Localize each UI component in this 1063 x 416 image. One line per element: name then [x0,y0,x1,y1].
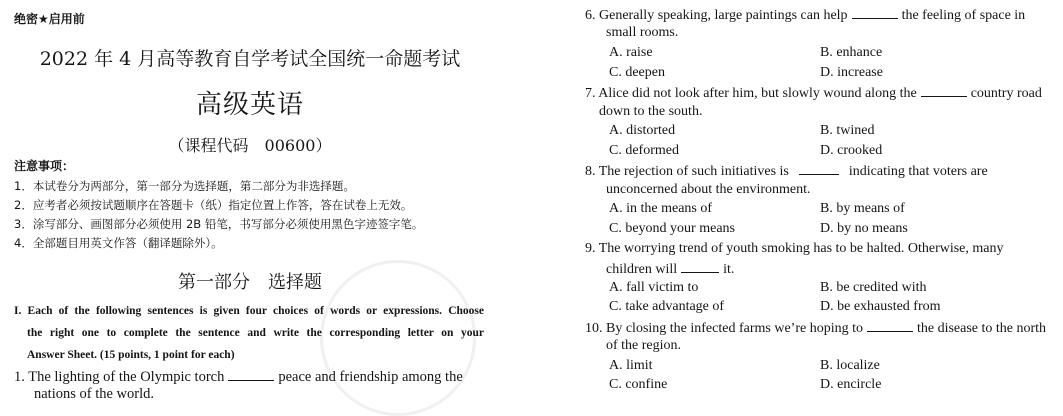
question-text: 7. Alice did not look after him, but slowly wound along the [585,86,917,101]
question-text: 6. Generally speaking, large paintings can help [585,8,848,23]
answer-blank [921,84,967,97]
part-title: 第一部分 选择题 [178,272,322,293]
option-b: B. enhance [820,45,883,60]
question-text: indicating that voters are [848,164,988,179]
course-code: （课程代码 00600） [168,136,332,155]
option-b: B. by means of [820,201,905,216]
question-text: nations of the world. [34,386,155,402]
option-d: D. encircle [820,377,882,392]
option-c: C. beyond your means [609,221,735,236]
question-text: 1. The lighting of the Olympic torch [14,369,225,385]
exam-title: 2022 年 4 月高等教育自学考试全国统一命题考试 [39,48,461,70]
option-a: A. fall victim to [609,280,699,295]
option-a: A. distorted [609,123,676,138]
option-c: C. deformed [609,143,679,158]
question-text: 10. By closing the infected farms we’re hoping to [585,321,863,336]
instruction-line: the right one to complete the sentence and write the corresponding letter on your [27,327,484,339]
question-10 [585,319,1055,337]
question-text: unconcerned about the environment. [606,182,811,197]
option-a: A. raise [609,45,653,60]
option-d: D. be exhausted from [820,299,941,314]
answer-blank [681,260,719,273]
question-9-line2 [606,260,734,278]
question-text: the disease to the north [916,321,1047,336]
option-b: B. localize [820,358,880,373]
question-text: children will [606,262,678,277]
notice-item: 2．应考者必须按试题顺序在答题卡（纸）指定位置上作答，答在试卷上无效。 [14,198,413,212]
option-a: A. limit [609,358,653,373]
question-text: small rooms. [606,25,679,40]
question-6 [585,6,1055,24]
notice-item: 1．本试卷分为两部分，第一部分为选择题，第二部分为非选择题。 [14,179,355,193]
instruction-line: Answer Sheet. (15 points, 1 point for each) [27,349,235,361]
confidential-mark: 绝密★启用前 [14,12,85,26]
question-text: of the region. [606,338,682,353]
question-text: 8. The rejection of such initiatives is [585,164,789,179]
answer-blank [228,368,274,381]
option-a: A. in the means of [609,201,713,216]
option-d: D. by no means [820,221,908,236]
answer-blank [867,319,913,332]
notice-item: 4．全部题目用英文作答（翻译题除外）。 [14,236,223,250]
question-text: the feeling of space in [901,8,1026,23]
instruction-line: I. Each of the following sentences is given four choices of words or expressions. Choose [14,305,484,317]
question-1 [14,368,463,386]
notice-item: 3．涂写部分、画图部分必须使用 2B 铅笔，书写部分必须使用黑色字迹签字笔。 [14,217,424,231]
option-c: C. deepen [609,65,665,80]
question-text: peace and friendship among the [278,369,463,385]
option-b: B. be credited with [820,280,927,295]
question-8 [585,162,1055,180]
question-text: country road [970,86,1042,101]
question-9: 9. The worrying trend of youth smoking has to be halted. Otherwise, many [585,241,1004,256]
question-text: down to the south. [599,104,703,119]
option-d: D. crooked [820,143,883,158]
option-d: D. increase [820,65,883,80]
question-7 [585,84,1055,102]
notice-title: 注意事项： [14,159,75,173]
option-b: B. twined [820,123,875,138]
subject-title: 高级英语 [195,90,304,120]
option-c: C. confine [609,377,668,392]
question-text: it. [723,262,735,277]
answer-blank [852,6,898,19]
option-c: C. take advantage of [609,299,725,314]
answer-blank [799,162,839,175]
